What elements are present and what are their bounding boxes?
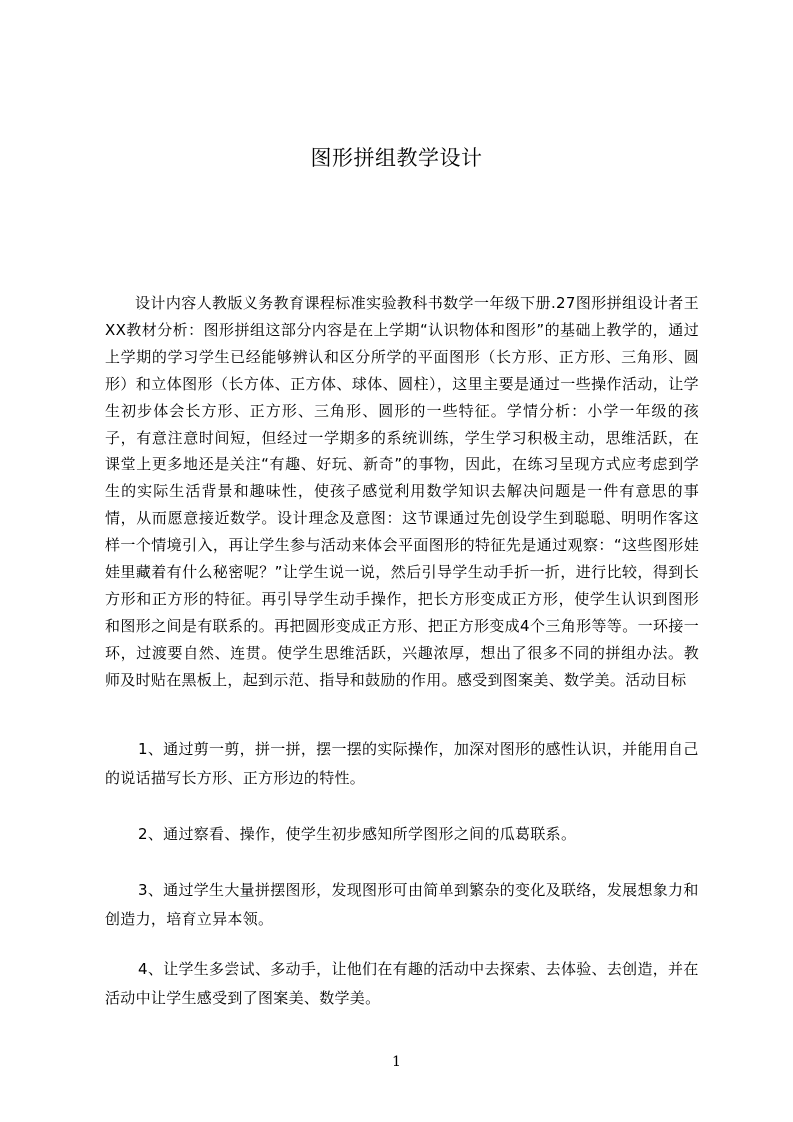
intro-paragraph: 设计内容人教版义务教育课程标准实验教科书数学一年级下册.27图形拼组设计者王XX教材分析：图形拼组这部分内容是在上学期“认识物体和图形”的基础上教学的，通过上学期的学习学生已经能够辨认和区分所学的平面图形（长方形、正方形、三角形、圆形）和立体图形（长方体、正方体、球体、圆柱），这里主要是通过一些操作活动，让学生初步体会长方形、正方形、三角形、圆形的一些特征。学情分析：小学一年级的孩子，有意注意时间短，但经过一学期多的系统训练，学生学习积极主动，思维活跃，在课堂上更多地还是关注“有趣、好玩、新奇”的事物，因此，在练习呈现方式应考虑到学生的实际生活背景和趣味性，使孩子感觉利用数学知识去解决问题是一件有意思的事情，从而愿意接近数学。设计理念及意图：这节课通过先创设学生到聪聪、明明作客这样一个情境引入，再让学生参与活动来体会平面图形的特征先是通过观察：“这些图形娃娃里藏着有什么秘密呢？”让学生说一说，然后引导学生动手折一折，进行比较，得到长方形和正方形的特征。再引导学生动手操作，把长方形变成正方形，使学生认识到图形和图形之间是有联系的。再把圆形变成正方形、把正方形变成4个三角形等等。一环接一环，过渡要自然、连贯。使学生思维活跃，兴趣浓厚，想出了很多不同的拼组办法。教师及时贴在黑板上，起到示范、指导和鼓励的作用。感受到图案美、数学美。活动目标 xyxy=(105,294,699,689)
goal-paragraph-1: 1、通过剪一剪，拼一拼，摆一摆的实际操作，加深对图形的感性认识，并能用自己的说话描写长方形、正方形边的特性。 xyxy=(105,740,699,787)
goal-paragraph-3: 3、通过学生大量拼摆图形，发现图形可由简单到繁杂的变化及联络，发展想象力和创造力，培育立异本领。 xyxy=(105,881,699,928)
document-title: 图形拼组教学设计 xyxy=(310,146,483,170)
page-number: 1 xyxy=(392,1054,401,1070)
document-body xyxy=(105,290,699,720)
goal-paragraph-2: 2、通过察看、操作，使学生初步感知所学图形之间的瓜葛联系。 xyxy=(138,825,577,843)
goal-paragraph-4: 4、让学生多尝试、多动手，让他们在有趣的活动中去探索、去体验、去创造，并在活动中让学生感受到了图案美、数学美。 xyxy=(105,960,699,1007)
